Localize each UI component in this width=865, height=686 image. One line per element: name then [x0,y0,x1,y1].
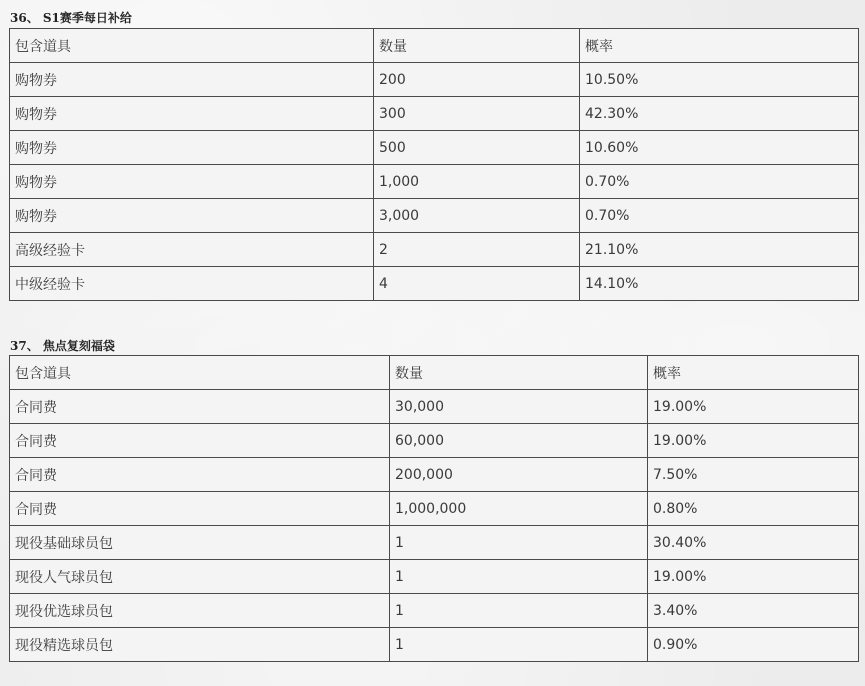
header-item: 包含道具 [10,356,390,390]
table-row [10,628,859,662]
cell-item: 购物券 [10,131,374,165]
table-row [10,390,859,424]
header-quantity: 数量 [374,29,580,63]
cell-probability: 0.90% [648,628,859,662]
cell-quantity: 1,000,000 [390,492,648,526]
cell-quantity: 1,000 [374,165,580,199]
header-item: 包含道具 [10,29,374,63]
cell-quantity: 200 [374,63,580,97]
cell-probability: 10.50% [580,63,859,97]
cell-probability: 19.00% [648,424,859,458]
cell-quantity: 500 [374,131,580,165]
cell-quantity: 1 [390,594,648,628]
table-row [10,424,859,458]
cell-probability: 19.00% [648,390,859,424]
cell-item: 合同费 [10,458,390,492]
cell-probability: 10.60% [580,131,859,165]
cell-probability: 3.40% [648,594,859,628]
table-row [10,63,859,97]
table-row [10,233,859,267]
cell-item: 中级经验卡 [10,267,374,301]
header-quantity: 数量 [390,356,648,390]
cell-probability: 0.80% [648,492,859,526]
cell-quantity: 3,000 [374,199,580,233]
cell-probability: 0.70% [580,165,859,199]
drop-rate-table [9,28,859,301]
cell-quantity: 4 [374,267,580,301]
table-row [10,594,859,628]
table-row [10,165,859,199]
cell-quantity: 30,000 [390,390,648,424]
cell-item: 合同费 [10,424,390,458]
cell-probability: 42.30% [580,97,859,131]
table-header-row [10,356,859,390]
cell-probability: 30.40% [648,526,859,560]
cell-probability: 14.10% [580,267,859,301]
cell-item: 购物券 [10,199,374,233]
table-row [10,458,859,492]
table-row [10,267,859,301]
cell-item: 现役人气球员包 [10,560,390,594]
cell-quantity: 1 [390,628,648,662]
cell-item: 购物券 [10,165,374,199]
table-row [10,97,859,131]
cell-probability: 21.10% [580,233,859,267]
table-header-row [10,29,859,63]
cell-quantity: 300 [374,97,580,131]
cell-quantity: 2 [374,233,580,267]
cell-probability: 7.50% [648,458,859,492]
cell-probability: 0.70% [580,199,859,233]
table-row [10,199,859,233]
cell-item: 合同费 [10,492,390,526]
cell-item: 现役优选球员包 [10,594,390,628]
header-probability: 概率 [648,356,859,390]
table-row [10,526,859,560]
cell-item: 购物券 [10,63,374,97]
cell-item: 现役基础球员包 [10,526,390,560]
cell-item: 现役精选球员包 [10,628,390,662]
cell-item: 高级经验卡 [10,233,374,267]
cell-quantity: 200,000 [390,458,648,492]
cell-quantity: 60,000 [390,424,648,458]
cell-quantity: 1 [390,526,648,560]
cell-item: 合同费 [10,390,390,424]
cell-quantity: 1 [390,560,648,594]
cell-probability: 19.00% [648,560,859,594]
section-title: 36、 S1赛季每日补给 [10,11,132,25]
section-title: 37、 焦点复刻福袋 [10,339,115,353]
table-row [10,492,859,526]
header-probability: 概率 [580,29,859,63]
cell-item: 购物券 [10,97,374,131]
table-row [10,560,859,594]
table-row [10,131,859,165]
drop-rate-table [9,355,859,662]
